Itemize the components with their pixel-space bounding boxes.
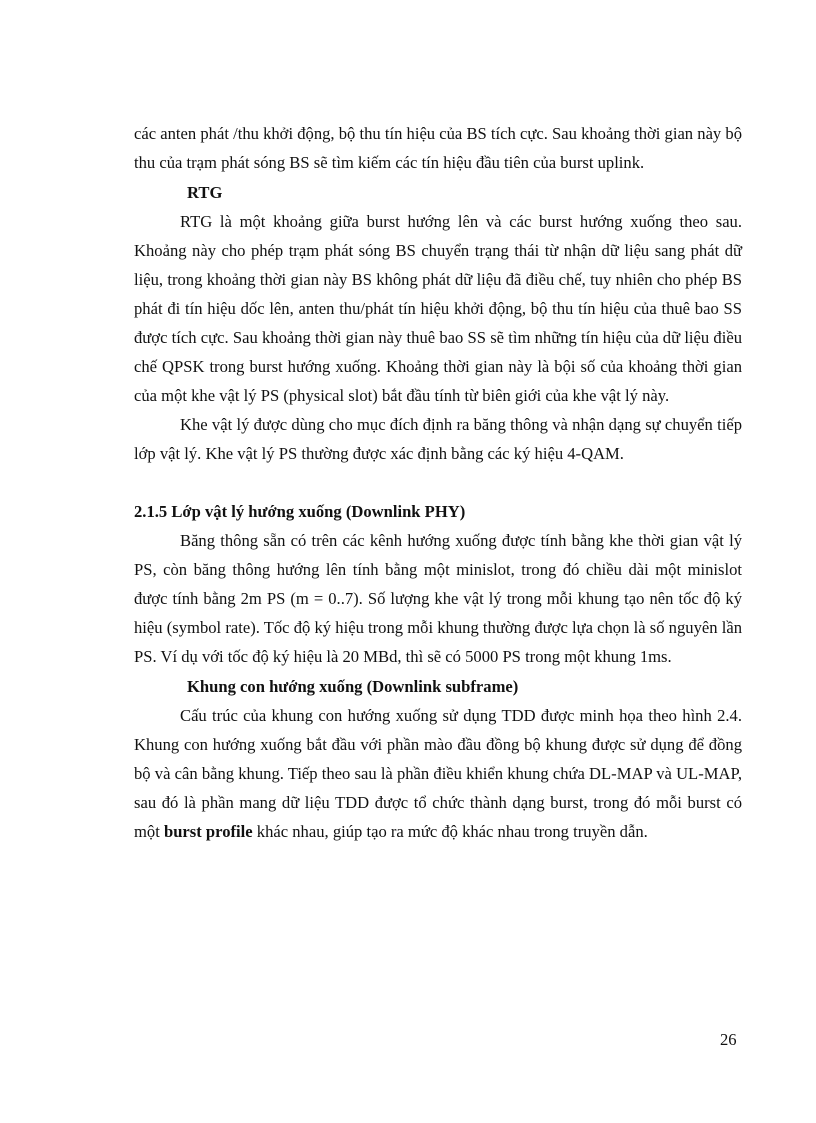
page-body (134, 119, 742, 846)
subframe-text-start: Cấu trúc của khung con hướng xuống sử dụng TDD được minh họa theo hình 2.4. Khung con hướng xuống bắt đầu với phần mào đầu đồng bộ khung được sử dụng để đồng bộ và cân bằng khung. Tiếp theo sau là phần điều khiển khung chứa DL-MAP và UL-MAP, sau đó là phần mang dữ liệu TDD được tổ chức thành dạng burst, trong đó mỗi burst có một (134, 706, 742, 841)
downlink-subframe-heading: Khung con hướng xuống (Downlink subframe) (187, 677, 519, 696)
paragraph-subframe-structure (134, 701, 742, 846)
burst-profile-term: burst profile (163, 822, 253, 841)
section-heading-downlink-phy: 2.1.5 Lớp vật lý hướng xuống (Downlink PHY) (134, 502, 466, 521)
rtg-heading: RTG (187, 183, 223, 202)
subframe-text-end: khác nhau, giúp tạo ra mức độ khác nhau trong truyền dẫn. (252, 822, 648, 841)
paragraph-rtg: RTG là một khoảng giữa burst hướng lên và các burst hướng xuống theo sau. Khoảng này cho phép trạm phát sóng BS chuyển trạng thái từ nhận dữ liệu sang phát dữ liệu, trong khoảng thời gian này BS không phát dữ liệu đã điều chế, tuy nhiên cho phép BS phát đi tín hiệu dốc lên, anten thu/phát tín hiệu khởi động, bộ thu tín hiệu của thuê bao SS được tích cực. Sau khoảng thời gian này thuê bao SS sẽ tìm những tín hiệu của dữ liệu điều chế QPSK trong burst hướng xuống. Khoảng thời gian này là bội số của khoảng thời gian của một khe vật lý PS (physical slot) bắt đầu tính từ biên giới của khe vật lý này. (134, 212, 742, 405)
paragraph-anten: các anten phát /thu khởi động, bộ thu tín hiệu của BS tích cực. Sau khoảng thời gian này bộ thu của trạm phát sóng BS sẽ tìm kiếm các tín hiệu đầu tiên của burst uplink. (134, 124, 742, 172)
page-number: 26 (720, 1030, 737, 1049)
paragraph-physical-slot: Khe vật lý được dùng cho mục đích định ra băng thông và nhận dạng sự chuyển tiếp lớp vật lý. Khe vật lý PS thường được xác định bằng các ký hiệu 4-QAM. (134, 415, 742, 463)
paragraph-bandwidth: Băng thông sẵn có trên các kênh hướng xuống được tính bằng khe thời gian vật lý PS, còn băng thông hướng lên tính bằng một minislot, trong đó chiều dài một minislot được tính bằng 2m PS (m = 0..7). Số lượng khe vật lý trong mỗi khung tạo nên tốc độ ký hiệu (symbol rate). Tốc độ ký hiệu trong mỗi khung thường được lựa chọn là số nguyên lần PS. Ví dụ với tốc độ ký hiệu là 20 MBd, thì sẽ có 5000 PS trong một khung 1ms. (134, 531, 742, 666)
